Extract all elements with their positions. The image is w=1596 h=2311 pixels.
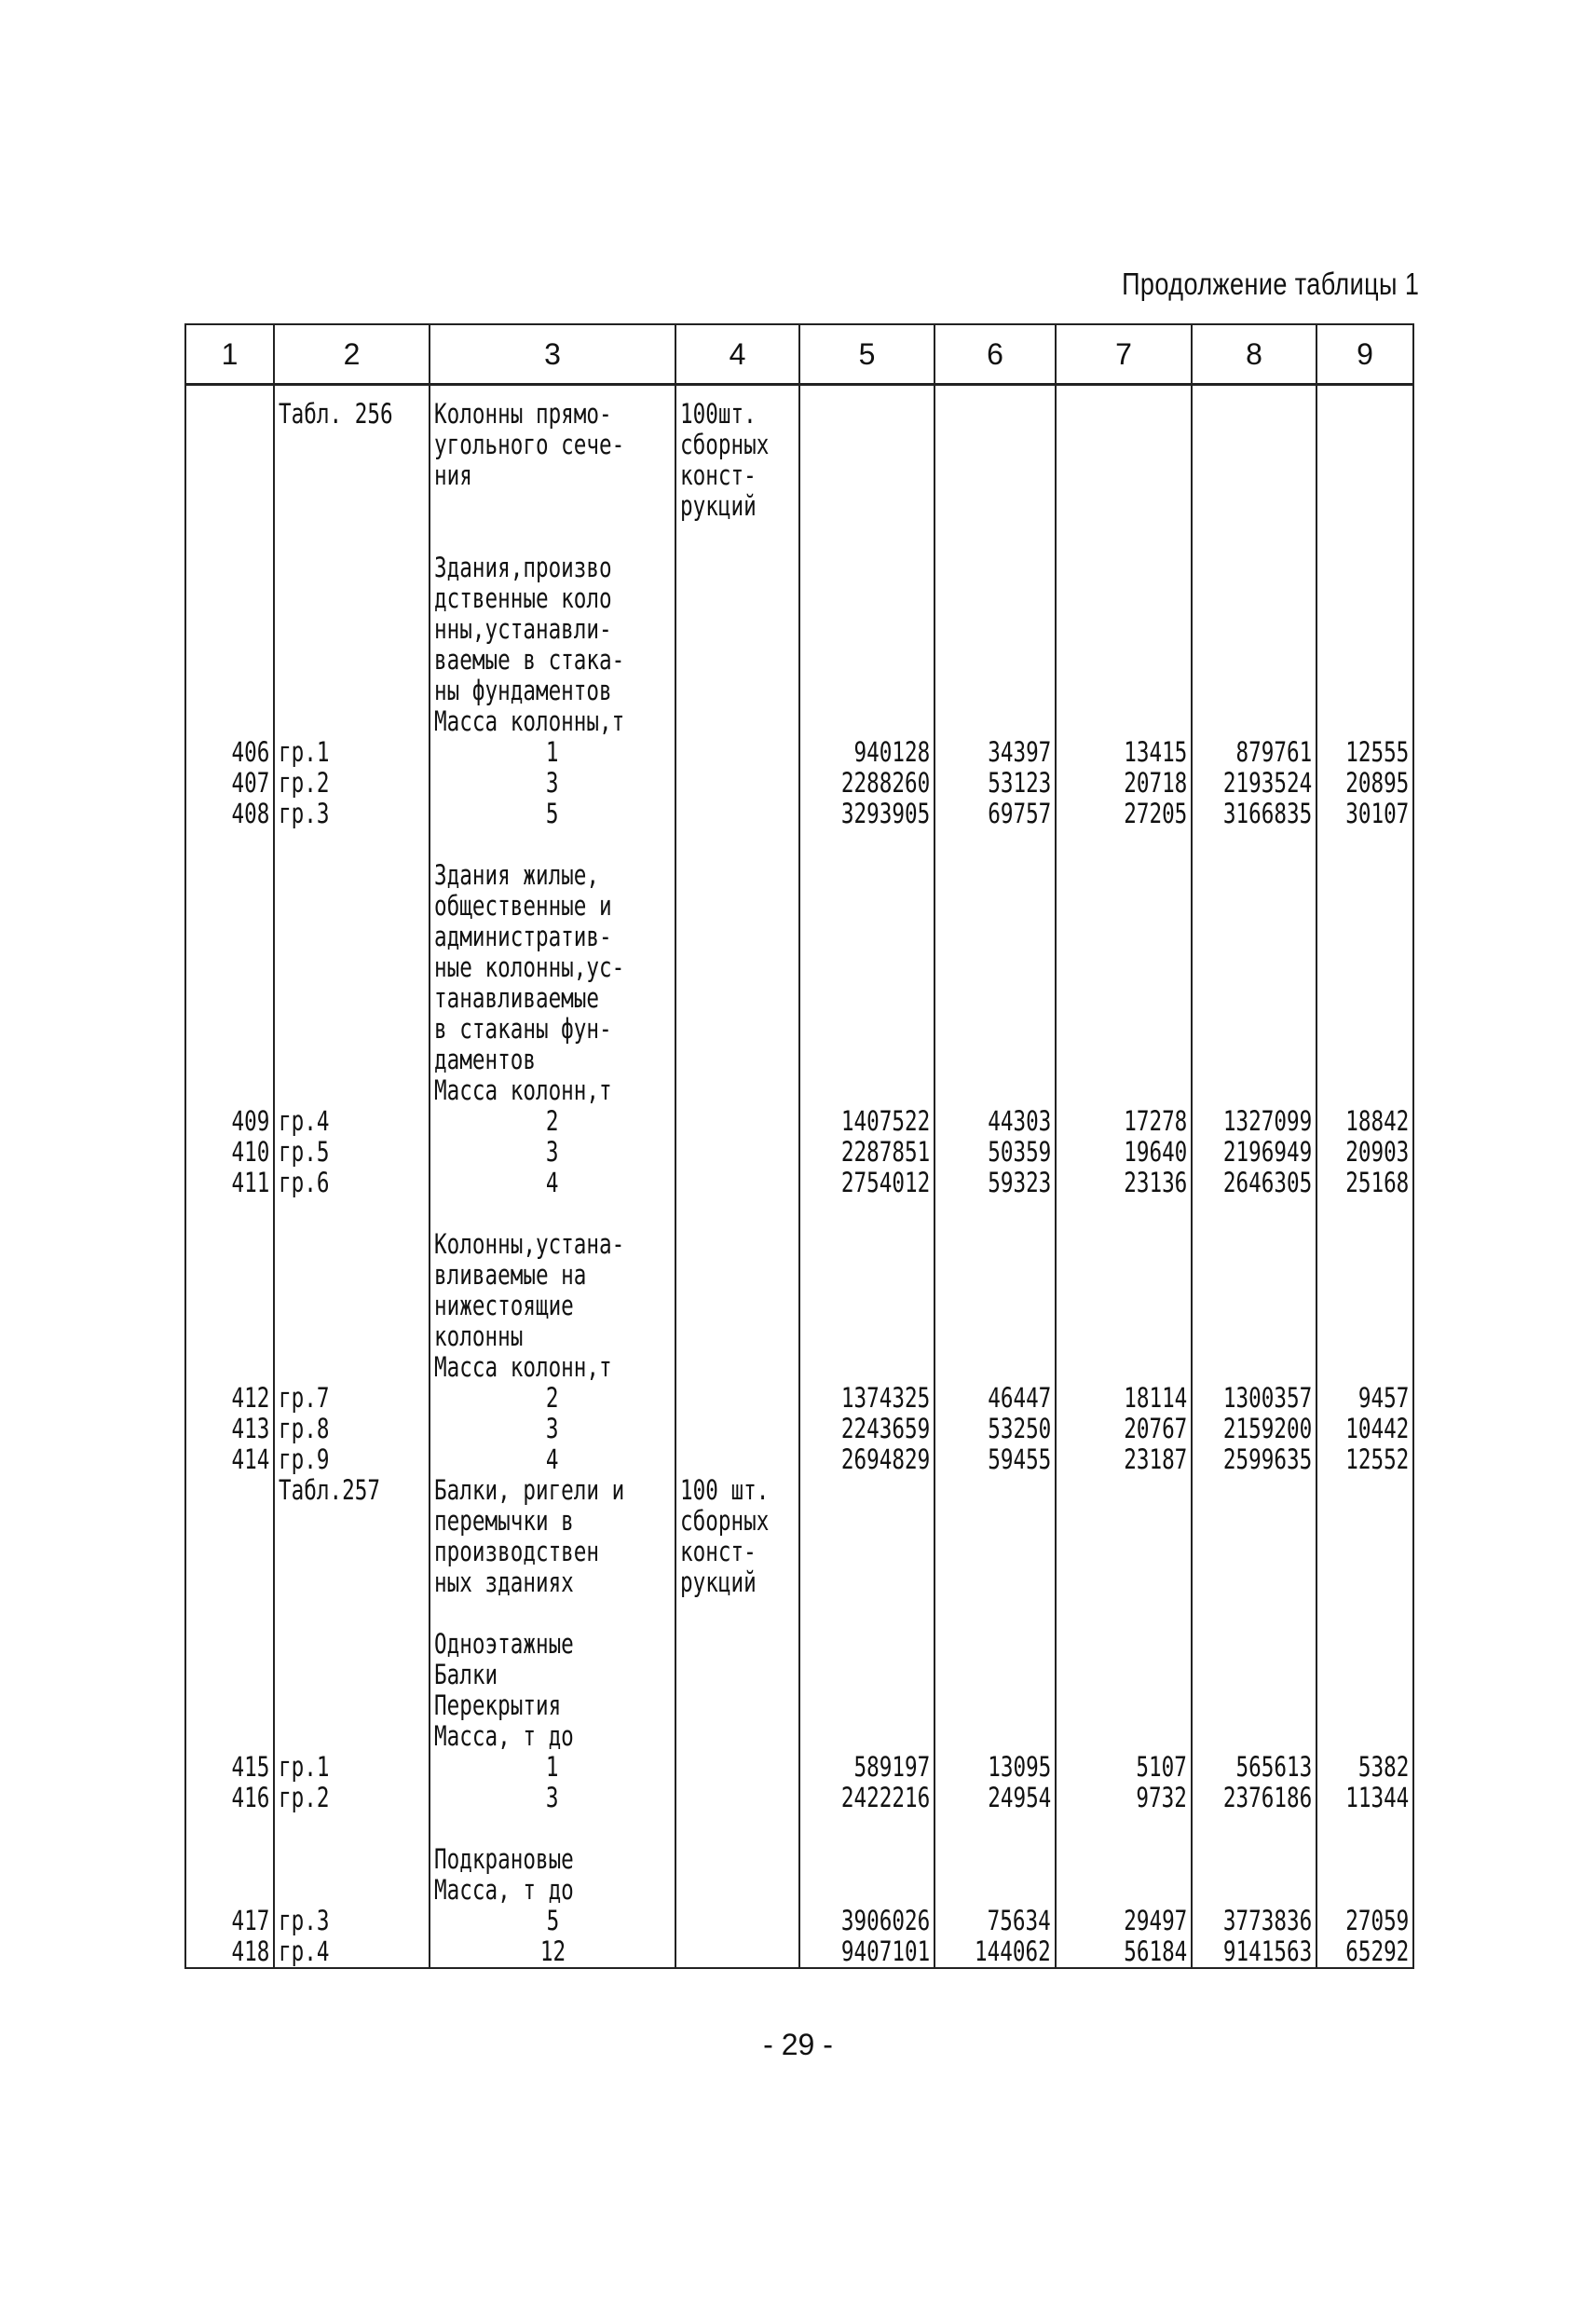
cell-text: 5382 11344 [1344, 1752, 1409, 1813]
table-cell-col7 [1056, 553, 1192, 737]
table-cell-col4 [675, 1906, 799, 1968]
table-cell-col7 [1056, 1383, 1192, 1475]
spacer-cell [1056, 1198, 1192, 1229]
cell-text: Одноэтажные Балки Перекрытия Масса, т до [434, 1629, 574, 1752]
cell-text: 1 3 [546, 1752, 559, 1813]
table-cell-col3 [430, 737, 675, 829]
cell-text: 879761 2193524 3166835 [1222, 737, 1312, 829]
cell-text: 409 410 411 [231, 1106, 269, 1198]
table-caption: Продолжение таблицы 1 [1121, 267, 1419, 301]
spacer-cell [1056, 522, 1192, 553]
table-cell-col9 [1316, 860, 1413, 1106]
table-cell-col9 [1316, 1752, 1413, 1813]
page-number: - 29 - [763, 2028, 833, 2061]
table-cell-col9 [1316, 1383, 1413, 1475]
spacer-cell [799, 522, 934, 553]
table-cell-col4 [675, 385, 799, 523]
table-cell-col4 [675, 1629, 799, 1752]
cell-text: 46447 53250 59455 [987, 1383, 1051, 1475]
cell-text: 1300357 2159200 2599635 [1222, 1383, 1312, 1475]
table-row [185, 1752, 1413, 1813]
table-row [185, 1383, 1413, 1475]
table-cell-col8 [1192, 1752, 1316, 1813]
cell-text: 2 3 4 [546, 1106, 559, 1198]
cell-text: Подкрановые Масса, т до [434, 1844, 574, 1906]
table-cell-col2 [274, 1229, 430, 1383]
table-cell-col8 [1192, 737, 1316, 829]
cell-text: гр.4 гр.5 гр.6 [279, 1106, 330, 1198]
table-cell-col7 [1056, 1906, 1192, 1968]
spacer-row [185, 522, 1413, 553]
spacer-cell [675, 829, 799, 860]
table-row [185, 1906, 1413, 1968]
table-cell-col6 [934, 1229, 1056, 1383]
spacer-cell [274, 1198, 430, 1229]
table-cell-col1 [185, 385, 274, 523]
header-cell: 4 [675, 324, 799, 385]
spacer-cell [1316, 1198, 1413, 1229]
table-cell-col7 [1056, 737, 1192, 829]
header-cell: 9 [1316, 324, 1413, 385]
table-cell-col5 [799, 1752, 934, 1813]
spacer-cell [1056, 829, 1192, 860]
data-table [184, 323, 1414, 1969]
spacer-cell [799, 1813, 934, 1844]
cell-text: 1407522 2287851 2754012 [840, 1106, 930, 1198]
spacer-cell [1316, 522, 1413, 553]
cell-text: 1 3 5 [546, 737, 559, 829]
cell-text: гр.1 гр.2 [279, 1752, 330, 1813]
spacer-cell [430, 829, 675, 860]
cell-text: Табл.257 [279, 1475, 380, 1506]
table-cell-col6 [934, 1383, 1056, 1475]
table-cell-col4 [675, 1229, 799, 1383]
table-cell-col4 [675, 1844, 799, 1906]
table-cell-col8 [1192, 1106, 1316, 1198]
table-cell-col3 [430, 1844, 675, 1906]
table-cell-col6 [934, 1752, 1056, 1813]
spacer-cell [430, 1198, 675, 1229]
table-cell-col3 [430, 1475, 675, 1598]
cell-text: 3906026 9407101 [840, 1906, 930, 1967]
table-cell-col5 [799, 737, 934, 829]
table-cell-col5 [799, 1844, 934, 1906]
spacer-cell [1192, 829, 1316, 860]
cell-text: 2 3 4 [546, 1383, 559, 1475]
table-cell-col9 [1316, 1844, 1413, 1906]
cell-text: 75634 144062 [975, 1906, 1051, 1967]
spacer-cell [934, 1598, 1056, 1629]
cell-text: 12555 20895 30107 [1344, 737, 1409, 829]
table-cell-col1 [185, 1475, 274, 1598]
cell-text: 17278 19640 23136 [1123, 1106, 1187, 1198]
table-cell-col8 [1192, 860, 1316, 1106]
table-cell-col8 [1192, 1906, 1316, 1968]
table-cell-col3 [430, 1629, 675, 1752]
cell-text: 565613 2376186 [1222, 1752, 1312, 1813]
table-cell-col8 [1192, 1383, 1316, 1475]
spacer-cell [934, 1198, 1056, 1229]
cell-text: 29497 56184 [1123, 1906, 1187, 1967]
cell-text: 13095 24954 [987, 1752, 1051, 1813]
header-cell: 6 [934, 324, 1056, 385]
table-cell-col3 [430, 1383, 675, 1475]
table-cell-col1 [185, 1229, 274, 1383]
cell-text: 406 407 408 [231, 737, 269, 829]
table-cell-col8 [1192, 1229, 1316, 1383]
cell-text: Колонны,устана- вливаемые на нижестоящие колонны Масса колонн,т [434, 1229, 625, 1383]
spacer-cell [274, 522, 430, 553]
table-row [185, 385, 1413, 523]
cell-text: 1327099 2196949 2646305 [1222, 1106, 1312, 1198]
header-cell: 5 [799, 324, 934, 385]
table-cell-col4 [675, 1383, 799, 1475]
table-cell-col9 [1316, 1229, 1413, 1383]
spacer-cell [934, 829, 1056, 860]
cell-text: 415 416 [231, 1752, 269, 1813]
table-cell-col3 [430, 1906, 675, 1968]
table-cell-col5 [799, 1906, 934, 1968]
spacer-cell [799, 1198, 934, 1229]
table-cell-col9 [1316, 553, 1413, 737]
cell-text: Здания жилые, общественные и административ- ные колонны,ус- танавливаемые в стаканы фун- даментов Масса колонн,т [434, 860, 625, 1106]
table-cell-col9 [1316, 1906, 1413, 1968]
spacer-cell [185, 1598, 274, 1629]
table-cell-col2 [274, 553, 430, 737]
cell-text: 417 418 [231, 1906, 269, 1967]
table-row [185, 737, 1413, 829]
cell-text: 100 шт. сборных конст- рукций [680, 1475, 770, 1598]
table-cell-col9 [1316, 385, 1413, 523]
cell-text: 5107 9732 [1136, 1752, 1187, 1813]
cell-text: Здания,произво дственные коло нны,устанавли- ваемые в стака- ны фундаментов Масса колонны,т [434, 553, 625, 737]
table-cell-col1 [185, 860, 274, 1106]
spacer-cell [274, 829, 430, 860]
table-cell-col1 [185, 737, 274, 829]
cell-text: 589197 2422216 [840, 1752, 930, 1813]
table-cell-col3 [430, 1106, 675, 1198]
table-cell-col8 [1192, 553, 1316, 737]
table-cell-col4 [675, 737, 799, 829]
cell-text: 412 413 414 [231, 1383, 269, 1475]
cell-text: 27059 65292 [1344, 1906, 1409, 1967]
table-cell-col2 [274, 1383, 430, 1475]
table-cell-col4 [675, 1475, 799, 1598]
spacer-cell [185, 1198, 274, 1229]
table-cell-col4 [675, 860, 799, 1106]
spacer-cell [185, 522, 274, 553]
table-cell-col5 [799, 1475, 934, 1598]
cell-text: 9457 10442 12552 [1344, 1383, 1409, 1475]
cell-text: Табл. 256 [279, 398, 393, 430]
spacer-cell [1316, 829, 1413, 860]
table-cell-col8 [1192, 1844, 1316, 1906]
spacer-cell [274, 1813, 430, 1844]
table-cell-col4 [675, 1106, 799, 1198]
spacer-cell [934, 1813, 1056, 1844]
header-cell: 8 [1192, 324, 1316, 385]
cell-text: гр.3 гр.4 [279, 1906, 330, 1967]
spacer-cell [430, 1598, 675, 1629]
spacer-cell [1192, 522, 1316, 553]
header-cell: 1 [185, 324, 274, 385]
spacer-cell [430, 522, 675, 553]
cell-text: Колонны прямо- угольного сече- ния [434, 398, 625, 491]
table-cell-col1 [185, 1906, 274, 1968]
table-cell-col7 [1056, 1752, 1192, 1813]
table-cell-col7 [1056, 1629, 1192, 1752]
table-body [185, 385, 1413, 1969]
table-cell-col9 [1316, 1475, 1413, 1598]
table-row [185, 1629, 1413, 1752]
table-cell-col6 [934, 1106, 1056, 1198]
table-cell-col6 [934, 1475, 1056, 1598]
table-row [185, 860, 1413, 1106]
table-cell-col9 [1316, 1629, 1413, 1752]
table-cell-col7 [1056, 1229, 1192, 1383]
spacer-cell [185, 1813, 274, 1844]
spacer-cell [799, 829, 934, 860]
table-cell-col6 [934, 553, 1056, 737]
table-cell-col7 [1056, 1844, 1192, 1906]
table-cell-col6 [934, 737, 1056, 829]
table-cell-col3 [430, 860, 675, 1106]
spacer-cell [1316, 1598, 1413, 1629]
table-cell-col6 [934, 1906, 1056, 1968]
table-cell-col6 [934, 385, 1056, 523]
table-cell-col4 [675, 553, 799, 737]
table-cell-col3 [430, 1752, 675, 1813]
table-cell-col8 [1192, 1475, 1316, 1598]
table-cell-col5 [799, 1229, 934, 1383]
header-cell: 2 [274, 324, 430, 385]
cell-text: 44303 50359 59323 [987, 1106, 1051, 1198]
table-cell-col6 [934, 1844, 1056, 1906]
table-cell-col1 [185, 1752, 274, 1813]
table-cell-col1 [185, 553, 274, 737]
cell-text: Балки, ригели и перемычки в производствен ных зданиях [434, 1475, 625, 1598]
header-cell: 7 [1056, 324, 1192, 385]
table-cell-col2 [274, 1106, 430, 1198]
table-cell-col5 [799, 860, 934, 1106]
cell-text: 34397 53123 69757 [987, 737, 1051, 829]
table-cell-col7 [1056, 385, 1192, 523]
table-cell-col2 [274, 1475, 430, 1598]
spacer-cell [430, 1813, 675, 1844]
cell-text: гр.7 гр.8 гр.9 [279, 1383, 330, 1475]
table-cell-col2 [274, 1844, 430, 1906]
table-cell-col2 [274, 1906, 430, 1968]
cell-text: 940128 2288260 3293905 [840, 737, 930, 829]
table-row [185, 1844, 1413, 1906]
table-cell-col5 [799, 553, 934, 737]
table-cell-col2 [274, 385, 430, 523]
spacer-cell [1056, 1813, 1192, 1844]
spacer-cell [675, 1813, 799, 1844]
table-cell-col3 [430, 385, 675, 523]
table-cell-col1 [185, 1629, 274, 1752]
spacer-cell [1192, 1198, 1316, 1229]
table-cell-col5 [799, 1383, 934, 1475]
spacer-cell [1056, 1598, 1192, 1629]
cell-text: 18114 20767 23187 [1123, 1383, 1187, 1475]
table-cell-col7 [1056, 860, 1192, 1106]
cell-text: 13415 20718 27205 [1123, 737, 1187, 829]
table-cell-col2 [274, 1629, 430, 1752]
spacer-cell [675, 1198, 799, 1229]
spacer-cell [1192, 1813, 1316, 1844]
cell-text: 100шт. сборных конст- рукций [680, 398, 770, 522]
table-row [185, 1229, 1413, 1383]
table-cell-col8 [1192, 1629, 1316, 1752]
table-cell-col6 [934, 1629, 1056, 1752]
table-cell-col2 [274, 860, 430, 1106]
table-cell-col7 [1056, 1475, 1192, 1598]
header-row [185, 324, 1413, 385]
table-cell-col5 [799, 385, 934, 523]
header-cell: 3 [430, 324, 675, 385]
table-row [185, 1475, 1413, 1598]
spacer-cell [1316, 1813, 1413, 1844]
cell-text: 1374325 2243659 2694829 [840, 1383, 930, 1475]
spacer-cell [675, 522, 799, 553]
table-cell-col9 [1316, 737, 1413, 829]
table-row [185, 553, 1413, 737]
spacer-cell [1192, 1598, 1316, 1629]
cell-text: 18842 20903 25168 [1344, 1106, 1409, 1198]
table-cell-col7 [1056, 1106, 1192, 1198]
table-cell-col5 [799, 1629, 934, 1752]
spacer-cell [185, 829, 274, 860]
cell-text: гр.1 гр.2 гр.3 [279, 737, 330, 829]
table-row [185, 1106, 1413, 1198]
table-cell-col2 [274, 1752, 430, 1813]
spacer-cell [675, 1598, 799, 1629]
spacer-cell [274, 1598, 430, 1629]
spacer-row [185, 1813, 1413, 1844]
table-cell-col5 [799, 1106, 934, 1198]
spacer-row [185, 1598, 1413, 1629]
spacer-row [185, 829, 1413, 860]
table-cell-col2 [274, 737, 430, 829]
spacer-cell [799, 1598, 934, 1629]
table-cell-col1 [185, 1106, 274, 1198]
table-cell-col8 [1192, 385, 1316, 523]
table-cell-col6 [934, 860, 1056, 1106]
table-cell-col1 [185, 1383, 274, 1475]
table-cell-col3 [430, 553, 675, 737]
spacer-row [185, 1198, 1413, 1229]
table-cell-col4 [675, 1752, 799, 1813]
cell-text: 3773836 9141563 [1222, 1906, 1312, 1967]
table-cell-col1 [185, 1844, 274, 1906]
spacer-cell [934, 522, 1056, 553]
table-cell-col9 [1316, 1106, 1413, 1198]
cell-text: 5 12 [539, 1906, 566, 1967]
table-cell-col3 [430, 1229, 675, 1383]
